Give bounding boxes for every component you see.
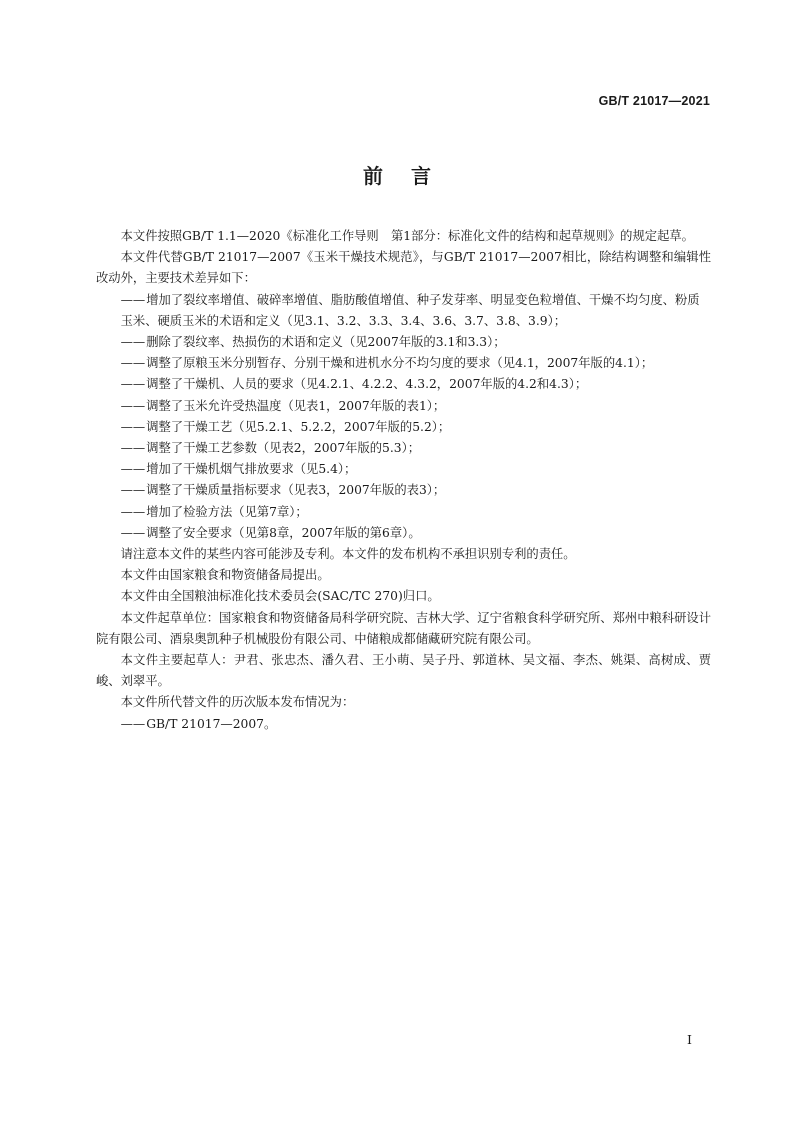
dash-mark: —— (120, 292, 146, 307)
list-item-text: 增加了干燥机烟气排放要求（见5.4）； (146, 462, 357, 477)
dash-mark: —— (120, 419, 146, 434)
list-item (96, 396, 711, 417)
paragraph-proposer: 本文件由国家粮食和物资储备局提出。 (120, 568, 330, 583)
paragraph-drafting-units: 本文件起草单位：国家粮食和物资储备局科学研究院、吉林大学、辽宁省粮食科学研究所、郑州中粮科研设计院有限公司、酒泉奥凯种子机械股份有限公司、中储粮成都储藏研究院有限公司。 (96, 610, 711, 646)
list-item (96, 417, 711, 438)
list-item (96, 353, 711, 374)
dash-mark: —— (120, 525, 146, 540)
page-number: I (687, 1032, 692, 1047)
list-item-text: 调整了原粮玉米分别暂存、分别干燥和进机水分不均匀度的要求（见4.1，2007年版的4.1）； (146, 356, 654, 371)
list-item (96, 523, 711, 544)
paragraph-history-intro: 本文件所代替文件的历次版本发布情况为： (120, 695, 355, 710)
list-item (96, 459, 711, 480)
paragraph-replacement: 本文件代替GB/T 21017—2007《玉米干燥技术规范》，与GB/T 21017—2007相比，除结构调整和编辑性改动外，主要技术差异如下： (96, 250, 711, 286)
list-item-text: 调整了干燥机、人员的要求（见4.2.1、4.2.2、4.3.2，2007年版的4.2和4.3）； (146, 377, 588, 392)
list-item-text: 增加了检验方法（见第7章）； (146, 504, 308, 519)
list-item-text: 调整了安全要求（见第8章，2007年版的第6章）。 (146, 525, 421, 540)
list-item-text: 调整了干燥工艺参数（见表2，2007年版的5.3）； (146, 441, 421, 456)
list-item (96, 480, 711, 501)
paragraph-patent-notice: 请注意本文件的某些内容可能涉及专利。本文件的发布机构不承担识别专利的责任。 (120, 547, 576, 562)
changes-list (96, 290, 711, 544)
preface-body (96, 226, 711, 735)
paragraph-drafters: 本文件主要起草人：尹君、张忠杰、潘久君、王小萌、吴子丹、郭道林、吴文福、李杰、姚渠、高树成、贾峻、刘翠平。 (96, 653, 711, 689)
dash-mark: —— (120, 462, 146, 477)
dash-mark: —— (120, 335, 146, 350)
standard-code: GB/T 21017—2021 (598, 94, 710, 108)
dash-mark: —— (120, 504, 146, 519)
list-item-text: 删除了裂纹率、热损伤的术语和定义（见2007年版的3.1和3.3）； (146, 335, 506, 350)
dash-mark: —— (120, 716, 146, 731)
paragraph-drafting-rules: 本文件按照GB/T 1.1—2020《标准化工作导则 第1部分：标准化文件的结构和起草规则》的规定起草。 (120, 229, 694, 243)
page-title: 前言 (363, 164, 459, 188)
dash-mark: —— (120, 377, 146, 392)
history-item (96, 714, 711, 735)
history-item-text: GB/T 21017—2007。 (146, 716, 277, 731)
list-item (96, 502, 711, 523)
list-item-text: 调整了干燥工艺（见5.2.1、5.2.2，2007年版的5.2）； (146, 419, 451, 434)
list-item (96, 374, 711, 395)
dash-mark: —— (120, 356, 146, 371)
list-item (96, 438, 711, 459)
list-item (96, 332, 711, 353)
paragraph-committee: 本文件由全国粮油标准化技术委员会(SAC/TC 270)归口。 (120, 589, 440, 604)
list-item (96, 290, 711, 332)
dash-mark: —— (120, 483, 146, 498)
dash-mark: —— (120, 441, 146, 456)
list-item-text: 调整了干燥质量指标要求（见表3，2007年版的表3）； (146, 483, 446, 498)
list-item-text: 调整了玉米允许受热温度（见表1，2007年版的表1）； (146, 398, 446, 413)
dash-mark: —— (120, 398, 146, 413)
list-item-text: 增加了裂纹率增值、破碎率增值、脂肪酸值增值、种子发芽率、明显变色粒增值、干燥不均匀度、粉质玉米、硬质玉米的术语和定义（见3.1、3.2、3.3、3.4、3.6、3.7、3.8、3.9）； (120, 292, 700, 328)
